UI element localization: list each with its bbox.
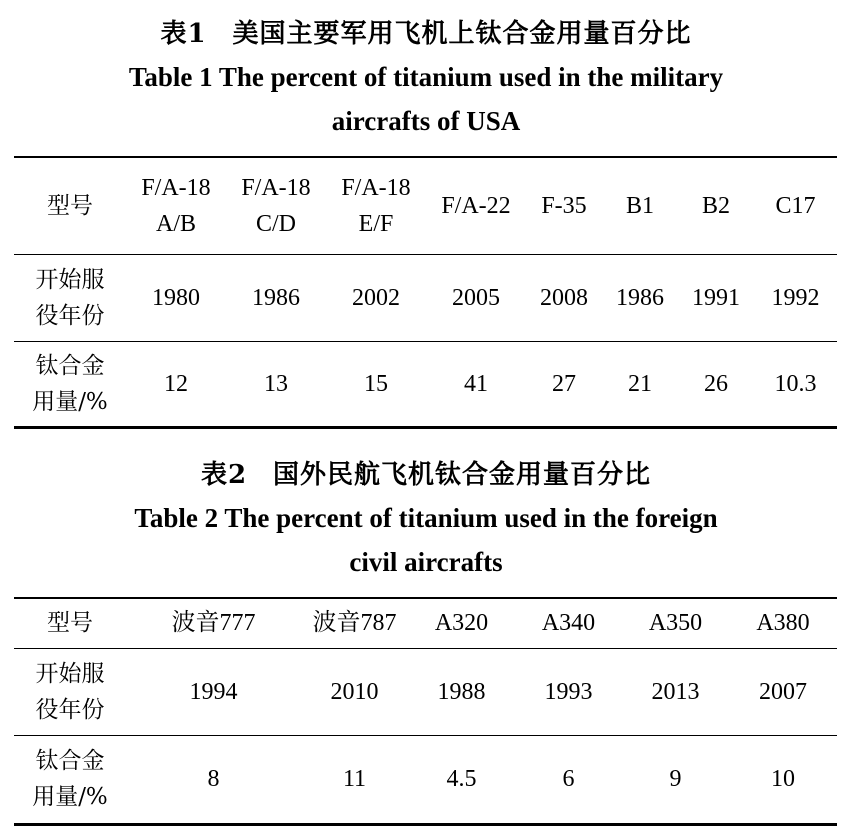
table2-caption-cn-text: 国外民航飞机钛合金用量百分比 [273,460,652,490]
table1-ti-usage-cell: 21 [628,370,652,397]
table2-service-year-cell: 1993 [515,648,622,735]
table2-caption [0,455,852,585]
table2-caption-en-line1: Table 2 The percent of titanium used in the foreign [134,503,718,533]
table1-ti-usage-cell: 10.3 [774,370,817,397]
table2-model-row [14,598,837,648]
table1-service-year-header: 开始服 役年份 [14,254,126,341]
table2-service-year-cell: 1988 [408,648,515,735]
table2-caption-cn [0,455,852,495]
table2-ti-usage-row [14,735,837,824]
table2-service-year-cell: 2013 [622,648,729,735]
table2-model-cell: A380 [729,598,837,648]
table1-model-cell: F-35 [526,157,602,254]
table1-ti-usage-cell: 13 [264,370,288,397]
table2-model-cell: A320 [408,598,515,648]
table2-ti-usage-cell: 6 [562,766,575,792]
table1-ti-usage-header: 钛合金 用量/% [32,352,108,415]
table2-ti-usage-cell: 8 [207,766,220,792]
table1-caption-cn-number: 表1 [160,19,207,49]
table1-model-cell: C17 [754,157,837,254]
table1-caption-cn-text: 美国主要军用飞机上钛合金用量百分比 [232,19,692,49]
table2-service-year-cell: 2007 [729,648,837,735]
table1-service-year-cell: 1986 [226,254,326,341]
table1-ti-usage-cell: 41 [464,370,488,397]
table1-model-cell: F/A-22 [426,157,526,254]
table2-ti-usage-cell: 11 [342,766,367,792]
table1-ti-usage-cell: 15 [364,370,388,397]
table1-model-cell: F/A-18 E/F [326,157,426,254]
table2-service-year-cell: 2010 [301,648,408,735]
table2 [14,597,837,826]
table1-model-cell: B2 [678,157,754,254]
table2-model-cell: 波音787 [301,598,408,648]
table1-ti-usage-cell: 27 [552,370,576,397]
table2-caption-en-line2: civil aircrafts [349,547,503,577]
table1-caption-en-line1: Table 1 The percent of titanium used in the military [128,62,724,92]
table1-model-row [14,157,837,254]
table1-service-year-cell: 1992 [754,254,837,341]
table2-ti-usage-cell: 9 [669,766,682,792]
table1-service-year-cell: 2005 [426,254,526,341]
table1-caption-cn [0,14,852,54]
table1-ti-usage-row [14,341,837,427]
table1-service-year-cell: 1991 [678,254,754,341]
table1-service-year-cell: 2002 [326,254,426,341]
table1-model-cell: F/A-18 A/B [126,157,226,254]
table2-ti-usage-header: 钛合金 用量/% [32,748,108,810]
table1-caption [0,14,852,144]
table2-ti-usage-cell: 4.5 [446,766,477,792]
table2-service-year-row [14,648,837,735]
table2-service-year-header: 开始服 役年份 [14,648,126,735]
table1 [14,156,837,429]
table2-model-cell: 波音777 [126,598,301,648]
table1-service-year-cell: 1986 [602,254,678,341]
table1-service-year-cell: 1980 [126,254,226,341]
table1-ti-usage-cell: 26 [704,370,728,397]
table1-model-cell: F/A-18 C/D [226,157,326,254]
table1-caption-en-line2: aircrafts of USA [331,106,521,136]
table2-model-header: 型号 [14,598,126,648]
table1-model-cell: B1 [602,157,678,254]
table2-model-cell: A340 [515,598,622,648]
table2-caption-cn-number: 表2 [200,460,248,490]
table2-model-cell: A350 [622,598,729,648]
table1-service-year-cell: 2008 [526,254,602,341]
table2-ti-usage-cell: 10 [771,766,795,792]
table1-model-header: 型号 [14,157,126,254]
table1-ti-usage-cell: 12 [164,370,188,397]
table2-service-year-cell: 1994 [126,648,301,735]
table1-service-year-row [14,254,837,341]
